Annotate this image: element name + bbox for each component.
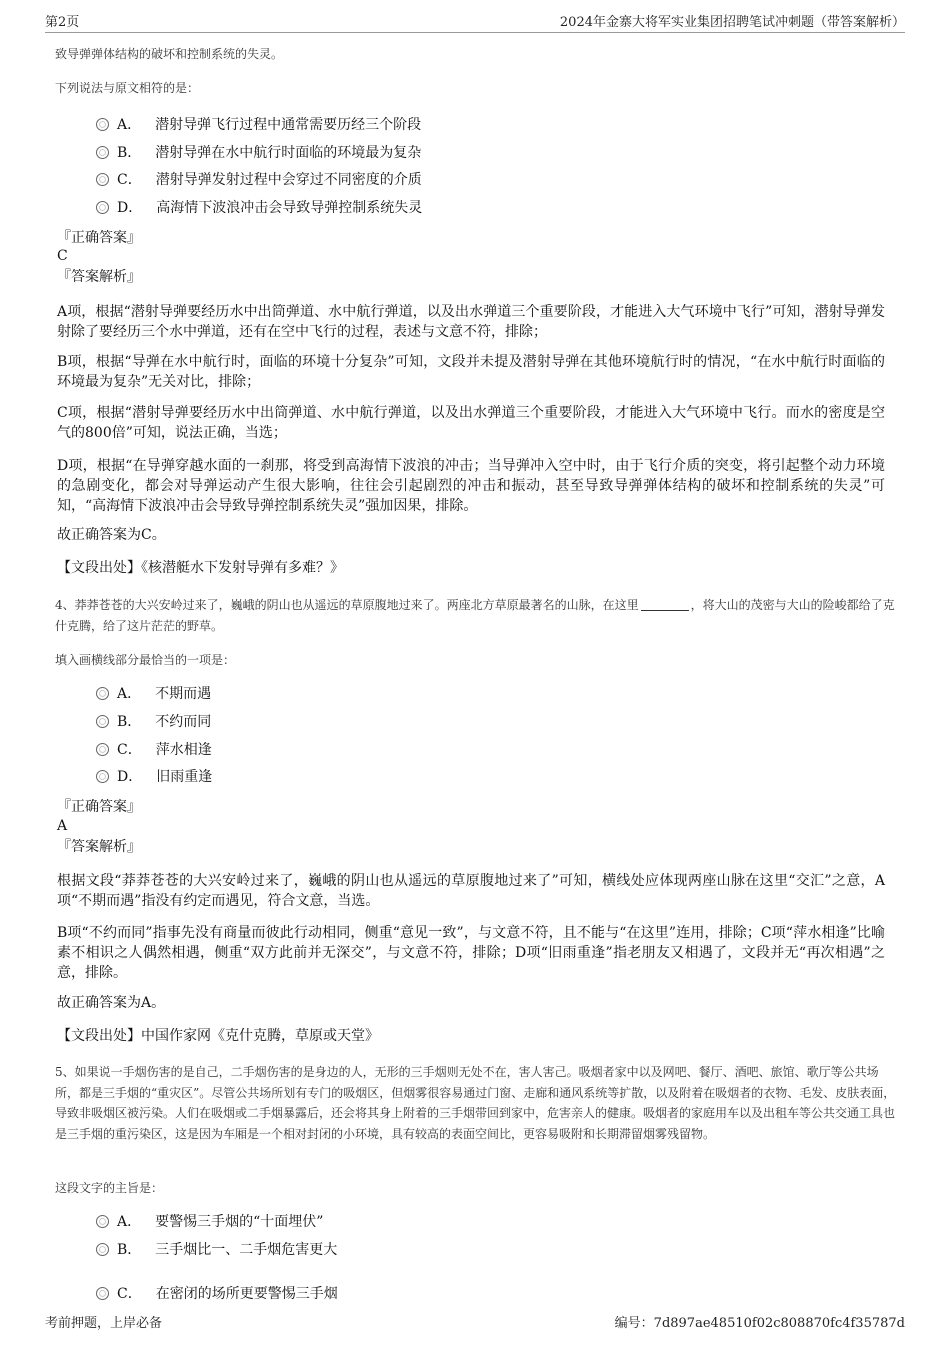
- radio-button[interactable]: [96, 715, 109, 728]
- q3-option-b[interactable]: B． 潜射导弹在水中航行时面临的环境最为复杂: [96, 144, 421, 162]
- q5-option-c[interactable]: C． 在密闭的场所更要警惕三手烟: [96, 1285, 338, 1303]
- q3-analysis-label: 『答案解析』: [57, 269, 141, 285]
- document-title: 2024年金寨大将军实业集团招聘笔试冲刺题（带答案解析）: [559, 15, 905, 30]
- q3-analysis-d: D项，根据“在导弹穿越水面的一刹那，将受到高海情下波浪的冲击；当导弹冲入空中时，由于飞行介质的突变，将引起整个动力环境的急剧变化，都会对导弹运动产生很大影响，往往会引起剧烈的冲击和振动，甚至导致导弹弹体结构的破坏和控制系统的失灵”可知，“高海情下波浪冲击会导致导弹控制系统失灵”强加因果，排除。: [57, 458, 885, 514]
- q4-option-b[interactable]: B． 不约而同: [96, 713, 211, 731]
- radio-button[interactable]: [96, 687, 109, 700]
- radio-button[interactable]: [96, 1215, 109, 1228]
- radio-button[interactable]: [96, 201, 109, 214]
- radio-button[interactable]: [96, 1287, 109, 1300]
- radio-button[interactable]: [96, 743, 109, 756]
- q3-option-d[interactable]: D． 高海情下波浪冲击会导致导弹控制系统失灵: [96, 199, 422, 217]
- q5-option-b[interactable]: B． 三手烟比一、二手烟危害更大: [96, 1241, 337, 1259]
- q4-correct-label: 『正确答案』: [57, 799, 141, 815]
- q5-prompt: 这段文字的主旨是：: [55, 1181, 164, 1195]
- q4-analysis-label: 『答案解析』: [57, 839, 141, 855]
- page-header: [45, 12, 905, 33]
- footer-doc-id: 编号：7d897ae48510f02c808870fc4f35787d: [614, 1316, 905, 1331]
- q3-conclusion: 故正确答案为C。: [57, 527, 166, 543]
- q3-source: 【文段出处】《核潜艇水下发射导弹有多难？》: [57, 560, 344, 576]
- q3-prompt: 下列说法与原文相符的是：: [55, 81, 200, 95]
- fill-blank: [641, 598, 689, 611]
- q3-correct-answer: C: [57, 248, 68, 264]
- q3-analysis-c: C项，根据“潜射导弹要经历水中出筒弹道、水中航行弹道，以及出水弹道三个重要阶段，才能进入大气环境中飞行。而水的密度是空气的800倍”可知，说法正确，当选；: [57, 405, 885, 441]
- radio-button[interactable]: [96, 770, 109, 783]
- q4-option-c[interactable]: C． 萍水相逢: [96, 741, 212, 759]
- radio-button[interactable]: [96, 118, 109, 131]
- q3-option-c[interactable]: C． 潜射导弹发射过程中会穿过不同密度的介质: [96, 171, 422, 189]
- q4-analysis-others: B项“不约而同”指事先没有商量而彼此行动相同，侧重“意见一致”，与文意不符，且不能与“在这里”连用，排除；C项“萍水相逢”比喻素不相识之人偶然相遇，侧重“双方此前并无深交”，与文意不符，排除；D项“旧雨重逢”指老朋友又相遇了，文段并无“再次相遇”之意，排除。: [57, 925, 885, 981]
- q3-analysis-a: A项，根据“潜射导弹要经历水中出筒弹道、水中航行弹道，以及出水弹道三个重要阶段，才能进入大气环境中飞行”可知，潜射导弹发射除了要经历三个水中弹道，还有在空中飞行的过程，表述与文意不符，排除；: [57, 304, 885, 340]
- q3-stem-tail: 致导弹弹体结构的破坏和控制系统的失灵。: [55, 47, 284, 61]
- q4-prompt: 填入画横线部分最恰当的一项是：: [55, 653, 236, 667]
- q4-correct-answer: A: [57, 818, 68, 834]
- q4-conclusion: 故正确答案为A。: [57, 995, 166, 1011]
- q4-analysis-main: 根据文段“莽莽苍苍的大兴安岭过来了，巍峨的阴山也从遥远的草原腹地过来了”可知，横线处应体现两座山脉在这里“交汇”之意，A项“不期而遇”指没有约定而遇见，符合文意，当选。: [57, 873, 885, 909]
- radio-button[interactable]: [96, 1243, 109, 1256]
- q3-option-a[interactable]: A． 潜射导弹飞行过程中通常需要历经三个阶段: [96, 116, 421, 134]
- radio-button[interactable]: [96, 173, 109, 186]
- q4-option-a[interactable]: A． 不期而遇: [96, 685, 211, 703]
- footer-slogan: 考前押题，上岸必备: [45, 1316, 163, 1331]
- q4-stem: 4、莽莽苍苍的大兴安岭过来了，巍峨的阴山也从遥远的草原腹地过来了。两座北方草原最著名的山脉，在这里 ，将大山的茂密与大山的险峻都给了克什克腾，给了这片茫茫的野草。: [55, 598, 895, 633]
- q5-stem: 5、如果说一手烟伤害的是自己，二手烟伤害的是身边的人，无形的三手烟则无处不在，害人害己。吸烟者家中以及网吧、餐厅、酒吧、旅馆、歌厅等公共场所，都是三手烟的“重灾区”。尽管公共场所划有专门的吸烟区，但烟雾很容易通过门窗、走廊和通风系统等扩散，以及附着在吸烟者的衣物、毛发、皮肤表面，导致非吸烟区被污染。人们在吸烟或二手烟暴露后，还会将其身上附着的三手烟带回到家中，危害亲人的健康。吸烟者的家庭用车以及出租车等公共交通工具也是三手烟的重污染区，这是因为车厢是一个相对封闭的小环境，具有较高的表面空间比，更容易吸附和长期滞留烟雾残留物。: [55, 1065, 896, 1141]
- q4-source: 【文段出处】中国作家网《克什克腾，草原或天堂》: [57, 1028, 379, 1044]
- q5-option-a[interactable]: A． 要警惕三手烟的“十面埋伏”: [96, 1213, 323, 1231]
- q3-correct-label: 『正确答案』: [57, 230, 141, 246]
- q3-analysis-b: B项，根据“导弹在水中航行时，面临的环境十分复杂”可知，文段并未提及潜射导弹在其他环境航行时的情况，“在水中航行时面临的环境最为复杂”无关对比，排除；: [57, 354, 885, 390]
- q4-option-d[interactable]: D． 旧雨重逢: [96, 768, 212, 786]
- radio-button[interactable]: [96, 146, 109, 159]
- page-number: 第2页: [45, 15, 80, 30]
